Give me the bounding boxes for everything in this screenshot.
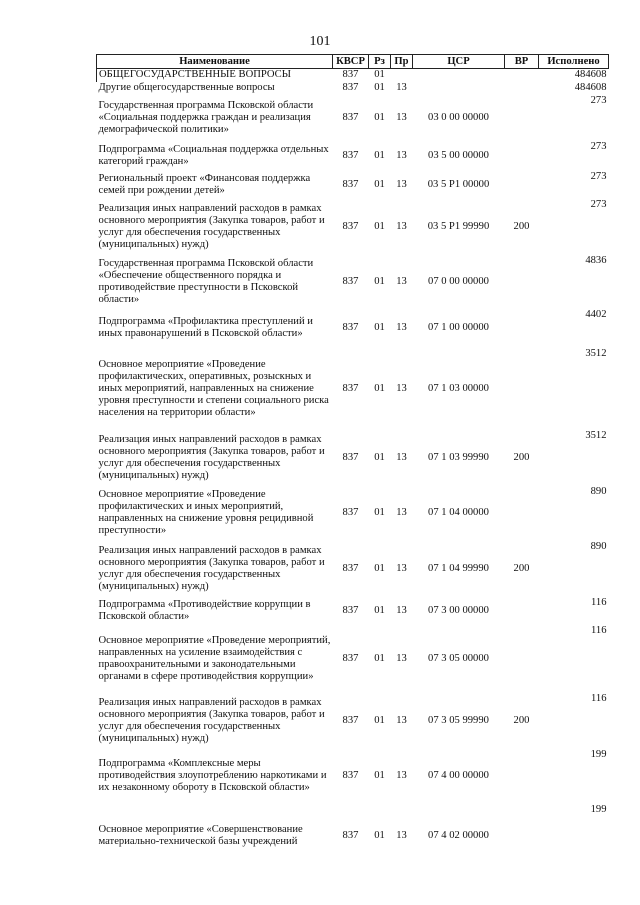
cell-name: Основное мероприятие «Совершенствование материально-технической базы учреждений	[98, 823, 303, 847]
cell-pr: 13	[396, 507, 407, 518]
cell-csr: 03 5 P1 99990	[427, 220, 490, 232]
cell-vr	[505, 486, 539, 541]
cell-name: Подпрограмма «Противодействие коррупции в Псковской области»	[98, 598, 311, 622]
cell-csr: 07 1 00 00000	[428, 322, 489, 333]
cell-name: Другие общегосударственные вопросы	[98, 82, 275, 93]
cell-rz: 01	[374, 111, 385, 123]
cell-pr: 13	[396, 382, 407, 394]
cell-sum: 273	[590, 140, 607, 152]
cell-csr: 03 0 00 00000	[428, 111, 489, 123]
cell-pr: 13	[396, 178, 407, 190]
table-row	[97, 804, 609, 868]
table-row	[97, 309, 609, 348]
cell-vr	[505, 309, 539, 348]
cell-sum: 4402	[585, 308, 607, 320]
cell-kvsr: 837	[342, 562, 359, 574]
cell-csr: 07 1 04 99990	[428, 562, 489, 574]
cell-sum: 116	[591, 596, 607, 608]
header-name: Наименование	[97, 55, 333, 69]
cell-sum: 273	[590, 198, 607, 210]
table-row	[97, 69, 609, 82]
cell-name: Подпрограмма «Профилактика преступлений и иных правонарушений в Псковской области»	[98, 316, 313, 339]
cell-pr: 13	[396, 604, 407, 616]
cell-rz: 01	[374, 220, 385, 232]
cell-rz: 01	[374, 322, 385, 333]
cell-pr: 13	[396, 220, 407, 232]
header-csr: ЦСР	[413, 55, 505, 69]
cell-csr: 07 1 03 99990	[428, 451, 489, 463]
table-row	[97, 597, 609, 625]
cell-pr: 13	[396, 82, 407, 93]
cell-csr: 03 5 00 00000	[428, 149, 489, 161]
cell-sum: 273	[590, 170, 607, 182]
cell-sum: 484608	[574, 69, 607, 80]
cell-rz: 01	[374, 652, 385, 664]
cell-name: Государственная программа Псковской области «Социальная поддержка граждан и реализация демографической политики»	[98, 99, 314, 135]
cell-csr: 07 3 00 00000	[428, 604, 489, 616]
cell-name: ОБЩЕГОСУДАРСТВЕННЫЕ ВОПРОСЫ	[97, 69, 333, 82]
cell-name: Реализация иных направлений расходов в рамках основного мероприятия (Закупка товаров, работ и услуг для обеспечения государственных (муниципальных) нужд)	[98, 544, 325, 592]
cell-rz: 01	[374, 451, 385, 463]
cell-name: Региональный проект «Финансовая поддержка семей при рождении детей»	[98, 172, 311, 196]
cell-kvsr: 837	[342, 322, 359, 333]
cell-csr: 07 4 00 00000	[428, 770, 489, 781]
cell-name: Реализация иных направлений расходов в рамках основного мероприятия (Закупка товаров, работ и услуг для обеспечения государственных (муниципальных) нужд)	[98, 202, 325, 250]
table-row	[97, 199, 609, 255]
cell-kvsr: 837	[342, 604, 359, 616]
cell-rz: 01	[374, 82, 385, 93]
table-row	[97, 95, 609, 141]
cell-vr: 200	[513, 451, 530, 463]
cell-rz: 01	[374, 69, 385, 81]
table-row	[97, 171, 609, 199]
table-row	[97, 749, 609, 804]
cell-kvsr: 837	[342, 652, 359, 664]
cell-vr	[505, 348, 539, 430]
cell-csr: 07 4 02 00000	[428, 829, 489, 841]
cell-name: Основное мероприятие «Проведение профилактических, оперативных, розыскных и иных мероприятий, направленных на снижение уровня преступности и степени социального риска населения на территории области»	[98, 358, 329, 418]
cell-kvsr: 837	[342, 178, 359, 190]
cell-vr	[505, 69, 539, 82]
cell-vr: 200	[513, 562, 530, 574]
cell-csr: 07 1 04 00000	[428, 507, 489, 518]
cell-rz: 01	[374, 770, 385, 781]
cell-vr	[505, 804, 539, 868]
cell-rz: 01	[374, 829, 385, 841]
table-row	[97, 693, 609, 749]
cell-name: Реализация иных направлений расходов в рамках основного мероприятия (Закупка товаров, работ и услуг для обеспечения государственных (муниципальных) нужд)	[98, 696, 325, 744]
cell-sum: 199	[590, 803, 607, 815]
cell-vr	[505, 82, 539, 95]
cell-pr	[391, 69, 413, 82]
cell-name: Подпрограмма «Комплексные меры противодействия злоупотреблению наркотиками и их незаконному обороту в Псковской области»	[98, 758, 327, 793]
cell-vr	[505, 255, 539, 309]
cell-pr: 13	[396, 770, 407, 781]
budget-table	[96, 54, 609, 868]
cell-rz: 01	[374, 604, 385, 616]
table-row	[97, 255, 609, 309]
cell-sum: 273	[590, 94, 607, 106]
cell-rz: 01	[374, 562, 385, 574]
table-row	[97, 541, 609, 597]
cell-name: Подпрограмма «Социальная поддержка отдельных категорий граждан»	[98, 143, 329, 167]
cell-vr	[505, 597, 539, 625]
cell-rz: 01	[374, 382, 385, 394]
cell-vr	[505, 141, 539, 171]
cell-rz: 01	[374, 178, 385, 190]
header-vr: ВР	[505, 55, 539, 69]
cell-sum: 3512	[585, 347, 607, 359]
cell-csr: 07 3 05 99990	[428, 714, 489, 726]
cell-name: Государственная программа Псковской области «Обеспечение общественного порядка и противодействие преступности в Псковской области»	[98, 257, 314, 305]
cell-kvsr: 837	[342, 714, 359, 726]
cell-pr: 13	[396, 149, 407, 161]
cell-pr: 13	[396, 451, 407, 463]
page-number: 101	[309, 34, 331, 49]
table-row	[97, 141, 609, 171]
cell-kvsr: 837	[342, 382, 359, 394]
cell-rz: 01	[374, 714, 385, 726]
cell-kvsr: 837	[342, 451, 359, 463]
cell-sum: 890	[590, 485, 607, 497]
cell-csr: 07 3 05 00000	[428, 652, 489, 664]
cell-sum: 484608	[574, 81, 607, 93]
cell-kvsr: 837	[342, 149, 359, 161]
table-row	[97, 625, 609, 693]
cell-pr: 13	[396, 275, 407, 287]
cell-rz: 01	[374, 507, 385, 518]
cell-sum: 199	[590, 748, 607, 760]
cell-csr: 07 0 00 00000	[428, 275, 489, 287]
header-rz: Рз	[369, 55, 391, 69]
cell-pr: 13	[396, 111, 407, 123]
header-pr: Пр	[391, 55, 413, 69]
cell-pr: 13	[396, 829, 407, 841]
cell-vr	[505, 749, 539, 804]
cell-kvsr: 837	[342, 111, 359, 123]
cell-csr: 03 5 P1 00000	[427, 178, 490, 190]
cell-csr: 07 1 03 00000	[428, 382, 489, 394]
table-row	[97, 82, 609, 95]
cell-kvsr: 837	[342, 507, 359, 518]
cell-vr: 200	[513, 220, 530, 232]
table-row	[97, 348, 609, 430]
table-row	[97, 430, 609, 486]
cell-rz: 01	[374, 275, 385, 287]
cell-rz: 01	[374, 149, 385, 161]
cell-pr: 13	[396, 714, 407, 726]
cell-vr: 200	[513, 714, 530, 726]
cell-vr	[505, 625, 539, 693]
cell-kvsr: 837	[342, 829, 359, 841]
cell-csr	[413, 82, 505, 95]
cell-kvsr: 837	[342, 220, 359, 232]
cell-kvsr: 837	[342, 69, 359, 81]
cell-pr: 13	[396, 652, 407, 664]
cell-sum: 890	[590, 540, 607, 552]
cell-sum: 4836	[585, 254, 607, 266]
cell-sum: 3512	[585, 429, 607, 441]
cell-kvsr: 837	[342, 82, 359, 93]
cell-pr: 13	[396, 322, 407, 333]
cell-sum: 116	[591, 624, 607, 636]
cell-name: Основное мероприятие «Проведение профилактических и иных мероприятий, направленных на снижение уровня рецидивной преступности»	[98, 489, 314, 536]
table-row	[97, 486, 609, 541]
cell-kvsr: 837	[342, 770, 359, 781]
cell-csr	[413, 69, 505, 82]
cell-kvsr: 837	[342, 275, 359, 287]
table-header-row	[97, 55, 609, 69]
cell-vr	[505, 95, 539, 141]
header-sum: Исполнено	[539, 55, 609, 69]
cell-name: Основное мероприятие «Проведение мероприятий, направленных на усиление взаимодействия с правоохранительными и законодательными органами в сфере противодействия коррупции»	[98, 634, 331, 682]
cell-sum: 116	[591, 692, 607, 704]
table-body	[97, 69, 609, 868]
cell-name: Реализация иных направлений расходов в рамках основного мероприятия (Закупка товаров, работ и услуг для обеспечения государственных (муниципальных) нужд)	[98, 433, 325, 481]
cell-pr: 13	[396, 562, 407, 574]
header-kvsr: КВСР	[333, 55, 369, 69]
cell-vr	[505, 171, 539, 199]
